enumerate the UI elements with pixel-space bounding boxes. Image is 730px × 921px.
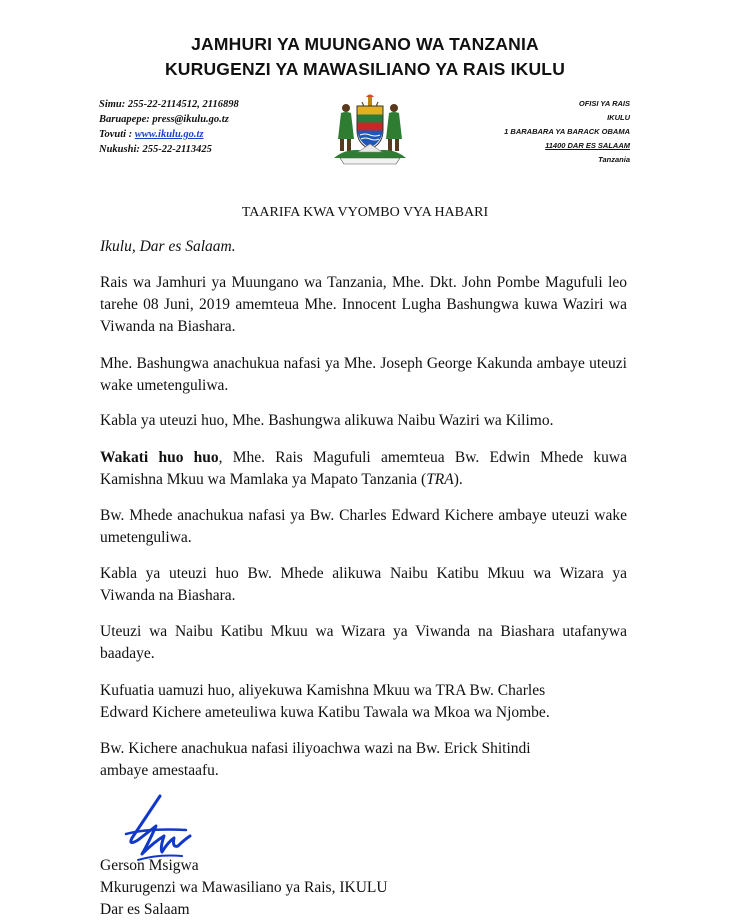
press-release-heading: TAARIFA KWA VYOMBO VYA HABARI — [241, 205, 489, 220]
office-name: OFISI YA RAIS — [578, 99, 630, 108]
paragraph-4-bold: Wakati huo huo — [100, 449, 219, 466]
contact-block-left — [99, 97, 239, 157]
paragraph-4-end: ). — [453, 471, 463, 488]
signer-title: Mkurugenzi wa Mawasiliano ya Rais, IKULU — [100, 879, 388, 896]
paragraph-2: Mhe. Bashungwa anachukua nafasi ya Mhe. Joseph George Kakunda ambaye uteuzi wake umetenguliwa. — [100, 355, 627, 394]
header-title-line1: JAMHURI YA MUUNGANO WA TANZANIA — [191, 34, 539, 54]
email-text: Baruapepe: press@ikulu.go.tz — [99, 114, 229, 125]
postal-address: 11400 DAR ES SALAAM — [545, 141, 630, 150]
header-title-line2: KURUGENZI YA MAWASILIANO YA RAIS IKULU — [164, 59, 566, 79]
paragraph-9-line-2: ambaye amestaafu. — [100, 762, 219, 779]
website-line — [99, 127, 239, 142]
phone-text: Simu: 255-22-2114512, 2116898 — [99, 99, 239, 110]
fax-text: Nukushi: 255-22-2113425 — [99, 144, 212, 155]
street-address: 1 BARABARA YA BARACK OBAMA — [504, 127, 630, 136]
paragraph-1: Rais wa Jamhuri ya Muungano wa Tanzania, Mhe. Dkt. John Pombe Magufuli leo tarehe 08 Juni, 2019 amemteua Mhe. Innocent Lugha Bashungwa kuwa Waziri wa Viwanda na Biashara. — [100, 274, 627, 335]
paragraph-8-line-2: Edward Kichere ameteuliwa kuwa Katibu Tawala wa Mkoa wa Njombe. — [100, 704, 550, 721]
paragraph-4-text: , Mhe. Rais Magufuli amemteua Bw. Edwin Mhede kuwa Kamishna Mkuu wa Mamlaka ya Mapato Tanzania ( — [100, 449, 627, 488]
contact-block-right — [504, 97, 630, 167]
paragraph-9-line-1: Bw. Kichere anachukua nafasi iliyoachwa wazi na Bw. Erick Shitindi — [100, 740, 531, 757]
paragraph-3: Kabla ya uteuzi huo, Mhe. Bashungwa alikuwa Naibu Waziri wa Kilimo. — [100, 412, 554, 429]
website-label: Tovuti : — [99, 129, 135, 140]
paragraph-5: Bw. Mhede anachukua nafasi ya Bw. Charles Edward Kichere ambaye uteuzi wake umetenguliwa. — [100, 507, 627, 546]
paragraph-9 — [100, 738, 627, 782]
paragraph-4-italic: TRA — [426, 471, 454, 488]
paragraph-8-line-1: Kufuatia uamuzi huo, aliyekuwa Kamishna Mkuu wa TRA Bw. Charles — [100, 682, 546, 699]
coat-of-arms-emblem — [330, 94, 410, 166]
paragraph-7: Uteuzi wa Naibu Katibu Mkuu wa Wizara ya Viwanda na Biashara utafanywa baadaye. — [100, 623, 627, 662]
signer-name: Gerson Msigwa — [100, 857, 199, 874]
signer-place: Dar es Salaam — [100, 901, 190, 918]
location-line: Ikulu, Dar es Salaam. — [100, 238, 236, 255]
paragraph-8 — [100, 680, 627, 724]
paragraph-4 — [100, 447, 627, 491]
office-sub: IKULU — [607, 113, 630, 122]
website-link[interactable]: www.ikulu.go.tz — [134, 129, 204, 140]
paragraph-6: Kabla ya uteuzi huo Bw. Mhede alikuwa Naibu Katibu Mkuu wa Wizara ya Viwanda na Biashara. — [100, 565, 627, 604]
country-text: Tanzania — [598, 155, 630, 164]
